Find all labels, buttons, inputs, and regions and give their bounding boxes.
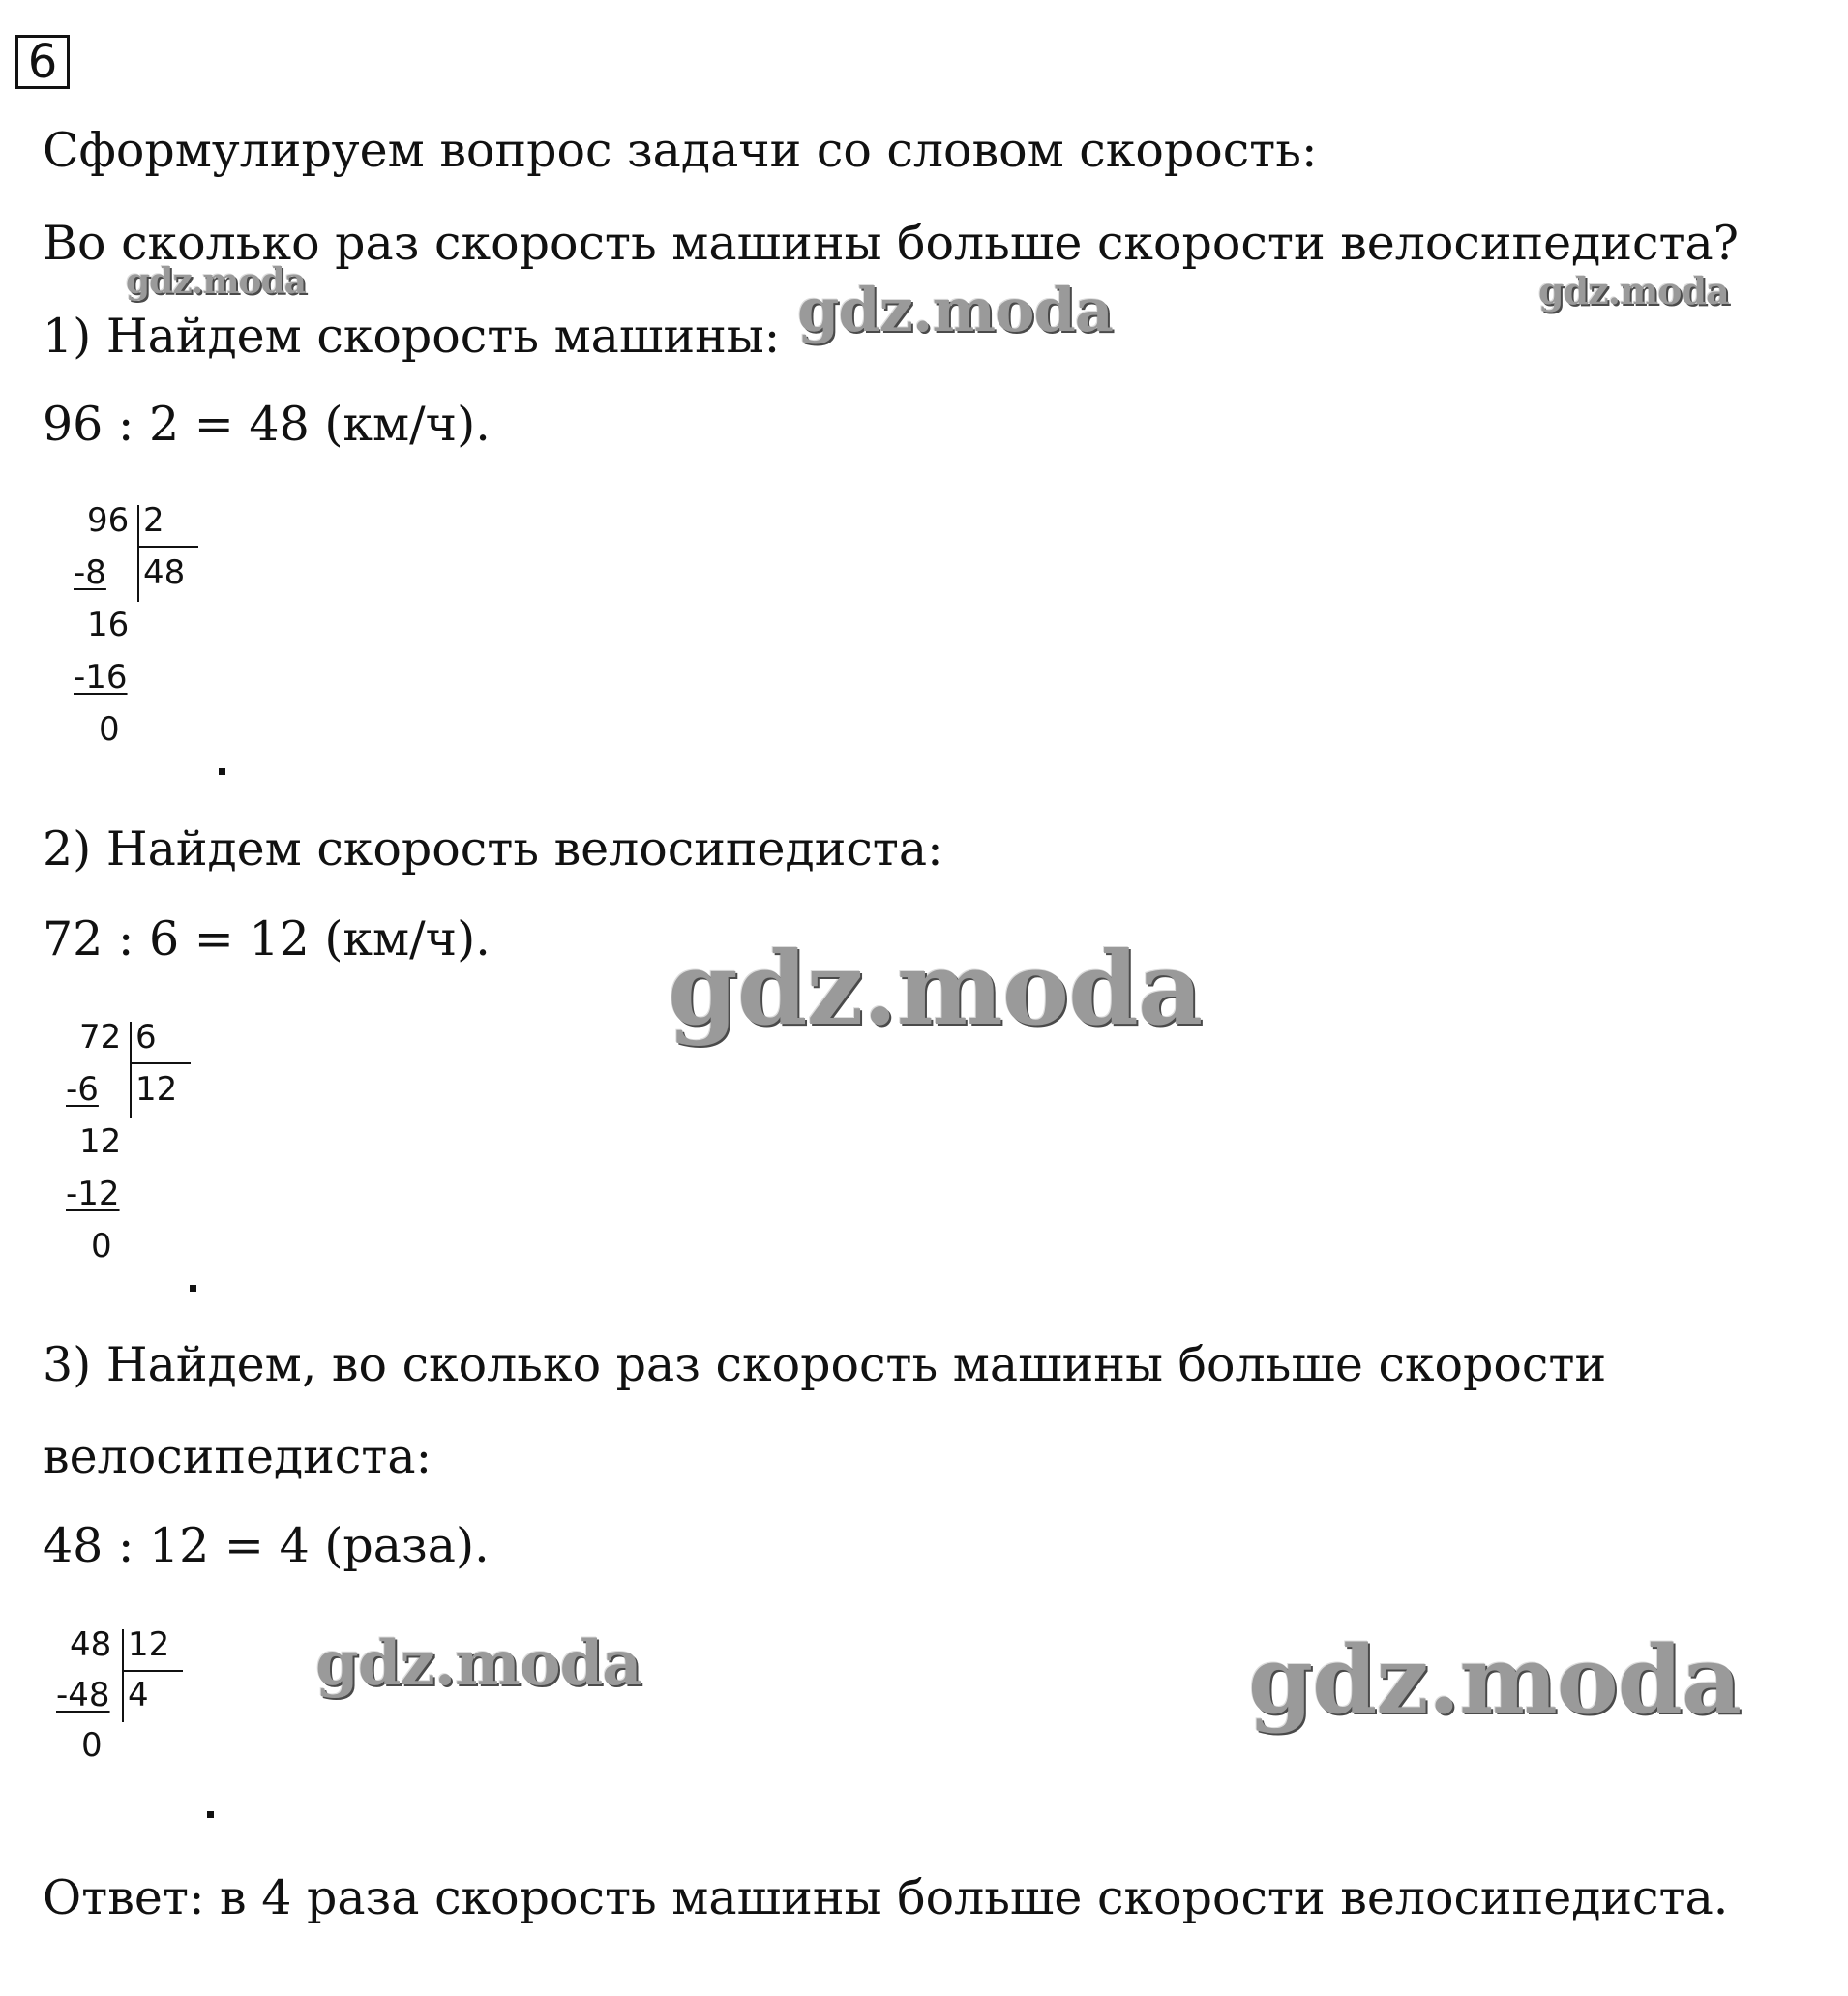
step3-line-1: 3) Найдем, во сколько раз скорость машины больше скорости [43,1337,1607,1392]
long-division-1 [68,501,213,753]
division-1-subtract-1: -8 [74,553,106,592]
division-3-vertical-bar [122,1629,124,1722]
division-3-horizontal-bar [123,1670,183,1672]
division-3-quotient: 4 [128,1676,149,1714]
equation-2: 72 : 6 = 12 (км/ч). [43,911,491,967]
task-number: 6 [15,35,70,89]
division-1-divisor: 2 [143,501,164,540]
step2-line: 2) Найдем скорость велосипедиста: [43,821,943,877]
watermark-small-2: gdz.moda [1538,269,1729,313]
watermark-medium-2: gdz.moda [315,1627,641,1700]
division-2-subtract-2: -12 [66,1175,120,1213]
division-1-dot [219,768,225,775]
intro-line: Сформулируем вопрос задачи со словом скорость: [43,123,1318,178]
division-1-quotient: 48 [143,553,186,592]
division-2-horizontal-bar [131,1062,191,1064]
division-1-subtract-2: -16 [74,658,128,697]
division-2-subtract-1: -6 [66,1070,99,1109]
step3-line-2: велосипедиста: [43,1429,432,1484]
division-2-remainder-1: 12 [79,1122,122,1161]
division-3-subtract-1: -48 [56,1676,110,1714]
division-2-remainder-2: 0 [91,1227,112,1266]
division-3-dividend: 48 [70,1625,112,1664]
watermark-large-2: gdz.moda [1248,1625,1742,1735]
division-2-dot [190,1285,196,1292]
division-1-remainder-2: 0 [99,710,120,749]
division-1-horizontal-bar [138,546,198,548]
division-2-quotient: 12 [135,1070,178,1109]
division-3-remainder-1: 0 [81,1726,103,1765]
division-1-dividend: 96 [87,501,130,540]
long-division-3 [54,1625,199,1780]
watermark-small-1: gdz.moda [126,261,306,302]
division-1-vertical-bar [137,505,139,602]
long-division-2 [60,1018,205,1269]
answer-line: Ответ: в 4 раза скорость машины больше скорости велосипедиста. [43,1870,1729,1925]
question-line: Во сколько раз скорость машины больше скорости велосипедиста? [43,216,1740,271]
division-3-divisor: 12 [128,1625,170,1664]
division-3-dot [207,1811,214,1818]
watermark-large-1: gdz.moda [668,929,1203,1048]
division-2-vertical-bar [130,1022,132,1118]
equation-1: 96 : 2 = 48 (км/ч). [43,397,491,452]
division-2-divisor: 6 [135,1018,157,1057]
watermark-medium-1: gdz.moda [797,275,1113,345]
division-1-remainder-1: 16 [87,606,130,644]
division-2-dividend: 72 [79,1018,122,1057]
step1-line: 1) Найдем скорость машины: [43,309,781,364]
equation-3: 48 : 12 = 4 (раза). [43,1518,490,1573]
